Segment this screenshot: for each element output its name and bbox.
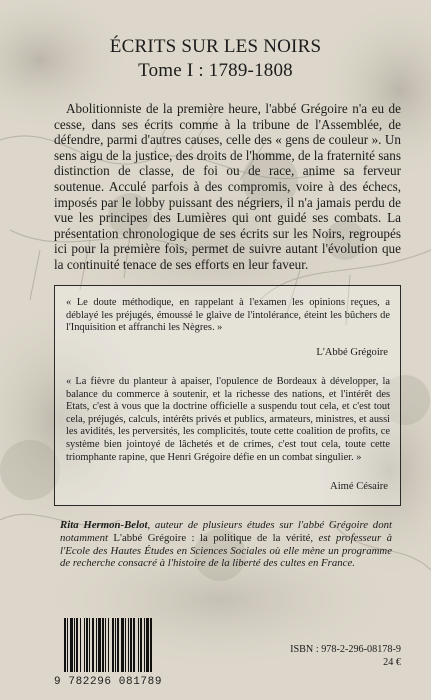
quote-gregoire: « Le doute méthodique, en rappelant à l'examen les opinions reçues, a déblayé les préjugés, émoussé le glaive de l'intolérance, éteint les bûchers de l'Inquisition et affranchi les Nègres. »	[66, 297, 390, 334]
book-title: ÉCRITS SUR LES NOIRS	[109, 36, 322, 57]
quote-author-gregoire: L'Abbé Grégoire	[316, 347, 388, 358]
author-bio	[60, 519, 392, 570]
author-bio-text-2: , est professeur à l'Ecole des Hautes Études en Sciences Sociales où elle mène un programme de recherche consacré à l'histoire de la liberté des cultes en France.	[60, 531, 392, 570]
isbn: ISBN : 978-2-296-08178-9	[290, 644, 401, 655]
author-bio-text-1: , auteur de plusieurs études sur l'abbé Grégoire dont notamment	[60, 519, 392, 544]
author-book-title: L'abbé Grégoire : la politique de la vérité	[113, 531, 311, 544]
price: 24 €	[383, 657, 401, 668]
barcode-icon	[62, 618, 186, 672]
quote-cesaire: « La fièvre du planteur à apaiser, l'opulence de Bordeaux à développer, la balance du commerce à soutenir, et la richesse des nations, et l'intérêt des Etats, c'est à vous que la doctrine officielle a suspendu tout cela, et c'est tout cela, préjugés, calculs, intérêts privés et publics, armateurs, ministres, et aussi les avidités, les perversités, les complicités, toute cette coalition de profits, ce système bien jointoyé de lâchetés et de crimes, c'est tout cela, toute cette triomphante rapine, que Henri Grégoire défie en un combat singulier. »	[66, 376, 390, 463]
author-name: Rita Hermon-Belot	[60, 519, 148, 531]
quotes-box	[54, 285, 401, 506]
book-volume: Tome I : 1789-1808	[138, 60, 293, 81]
quote-author-cesaire: Aimé Césaire	[330, 481, 388, 492]
summary-paragraph: Abolitionniste de la première heure, l'abbé Grégoire n'a eu de cesse, dans ses écrits comme à la tribune de l'Assemblée, de défendre, parmi d'autres causes, celle des « gens de couleur ». Un sens aigu de la justice, des droits de l'homme, de la fraternité sans distinction de classe, de foi ou de race, anime sa ferveur soutenue. Acculé parfois à des compromis, voire à des échecs, imposés par le lobby puissant des négriers, il n'a jamais perdu de vue les principes des Lumières qui ont guidé ses combats. La présentation chronologique de ses écrits sur les Noirs, regroupés ici pour la première fois, permet de suivre autant l'évolution que la continuité tenace de ses efforts en leur faveur.	[54, 101, 401, 272]
barcode-number: 9 782296 081789	[54, 676, 163, 688]
